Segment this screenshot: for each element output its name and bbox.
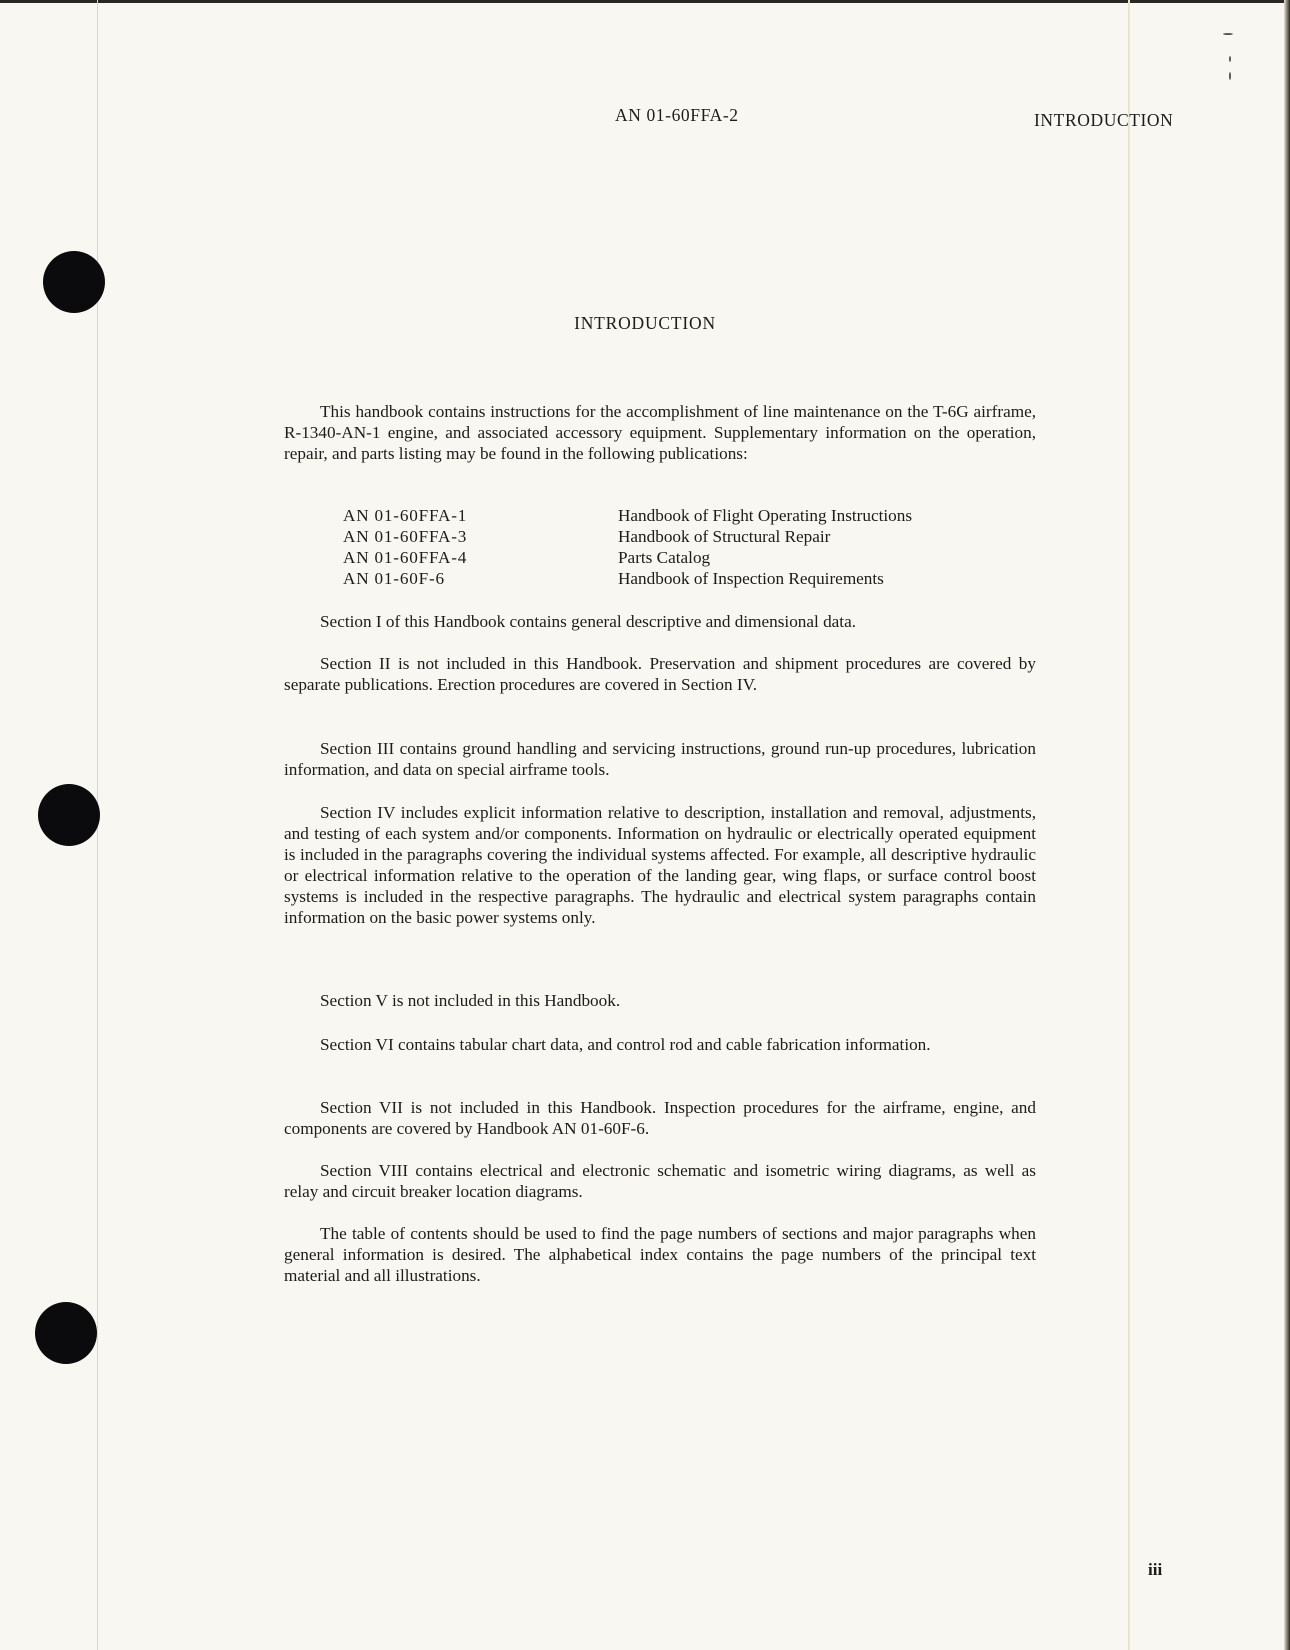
section-6-paragraph	[284, 1034, 1036, 1055]
publication-title: Handbook of Structural Repair	[618, 527, 831, 546]
margin-line-right	[1128, 0, 1130, 1650]
publication-row	[343, 568, 912, 589]
publication-code: AN 01-60FFA-3	[343, 527, 468, 546]
table-of-contents-paragraph	[284, 1223, 1036, 1286]
section-7-paragraph	[284, 1097, 1036, 1139]
page-edge-right	[1284, 0, 1290, 1650]
smudge-mark	[1229, 72, 1231, 80]
intro-paragraph	[284, 401, 1036, 464]
punch-hole-top	[43, 251, 105, 313]
paragraph-text: Section I of this Handbook contains general descriptive and dimensional data.	[320, 612, 857, 631]
publication-code: AN 01-60FFA-4	[343, 548, 468, 567]
smudge-mark	[1223, 33, 1233, 35]
section-2-paragraph	[284, 653, 1036, 695]
publication-row	[343, 547, 912, 568]
document-number: AN 01-60FFA-2	[615, 105, 739, 125]
page-edge-top	[0, 0, 1290, 3]
publication-code: AN 01-60F-6	[343, 569, 445, 588]
section-3-paragraph	[284, 738, 1036, 780]
publications-list	[343, 505, 912, 589]
paragraph-text: Section VII is not included in this Handbook. Inspection procedures for the airframe, engine, and components are covered by Handbook AN 01-60F-6.	[284, 1098, 1036, 1138]
paragraph-text: Section VIII contains electrical and electronic schematic and isometric wiring diagrams, as well as relay and circuit breaker location diagrams.	[284, 1161, 1036, 1201]
publication-title: Parts Catalog	[618, 548, 711, 567]
paragraph-text: Section V is not included in this Handbook.	[320, 991, 621, 1010]
section-4-paragraph	[284, 802, 1036, 928]
publication-row	[343, 505, 912, 526]
punch-hole-middle	[38, 784, 100, 846]
section-5-paragraph	[284, 990, 1036, 1011]
smudge-mark	[1229, 56, 1231, 62]
punch-hole-bottom	[35, 1302, 97, 1364]
publication-code: AN 01-60FFA-1	[343, 506, 468, 525]
page-number: iii	[1148, 1560, 1163, 1579]
paragraph-text: The table of contents should be used to find the page numbers of sections and major paragraphs when general information is desired. The alphabetical index contains the page numbers of the principal text material and all illustrations.	[284, 1224, 1036, 1285]
section-1-paragraph	[284, 611, 1036, 632]
page-title: INTRODUCTION	[574, 313, 716, 333]
publication-row	[343, 526, 912, 547]
paragraph-text: Section II is not included in this Handbook. Preservation and shipment procedures are covered by separate publications. Erection procedures are covered in Section IV.	[284, 654, 1036, 694]
paragraph-text: Section IV includes explicit information relative to description, installation and removal, adjustments, and testing of each system and/or components. Information on hydraulic or electrically operated equipment is included in the paragraphs covering the individual systems affected. For example, all descriptive hydraulic or electrical information relative to the operation of the landing gear, wing flaps, or surface control boost systems is included in the respective paragraphs. The hydraulic and electrical system paragraphs contain information on the basic power systems only.	[284, 803, 1036, 927]
paragraph-text: Section VI contains tabular chart data, and control rod and cable fabrication information.	[320, 1035, 931, 1054]
section-label: INTRODUCTION	[1034, 110, 1174, 130]
intro-paragraph-text: This handbook contains instructions for the accomplishment of line maintenance on the T-6G airframe, R-1340-AN-1 engine, and associated accessory equipment. Supplementary information on the operation, repair, and parts listing may be found in the following publications:	[284, 402, 1036, 463]
paragraph-text: Section III contains ground handling and servicing instructions, ground run-up procedures, lubrication information, and data on special airframe tools.	[284, 739, 1036, 779]
publication-title: Handbook of Flight Operating Instructions	[618, 506, 913, 525]
publication-title: Handbook of Inspection Requirements	[618, 569, 884, 588]
section-8-paragraph	[284, 1160, 1036, 1202]
